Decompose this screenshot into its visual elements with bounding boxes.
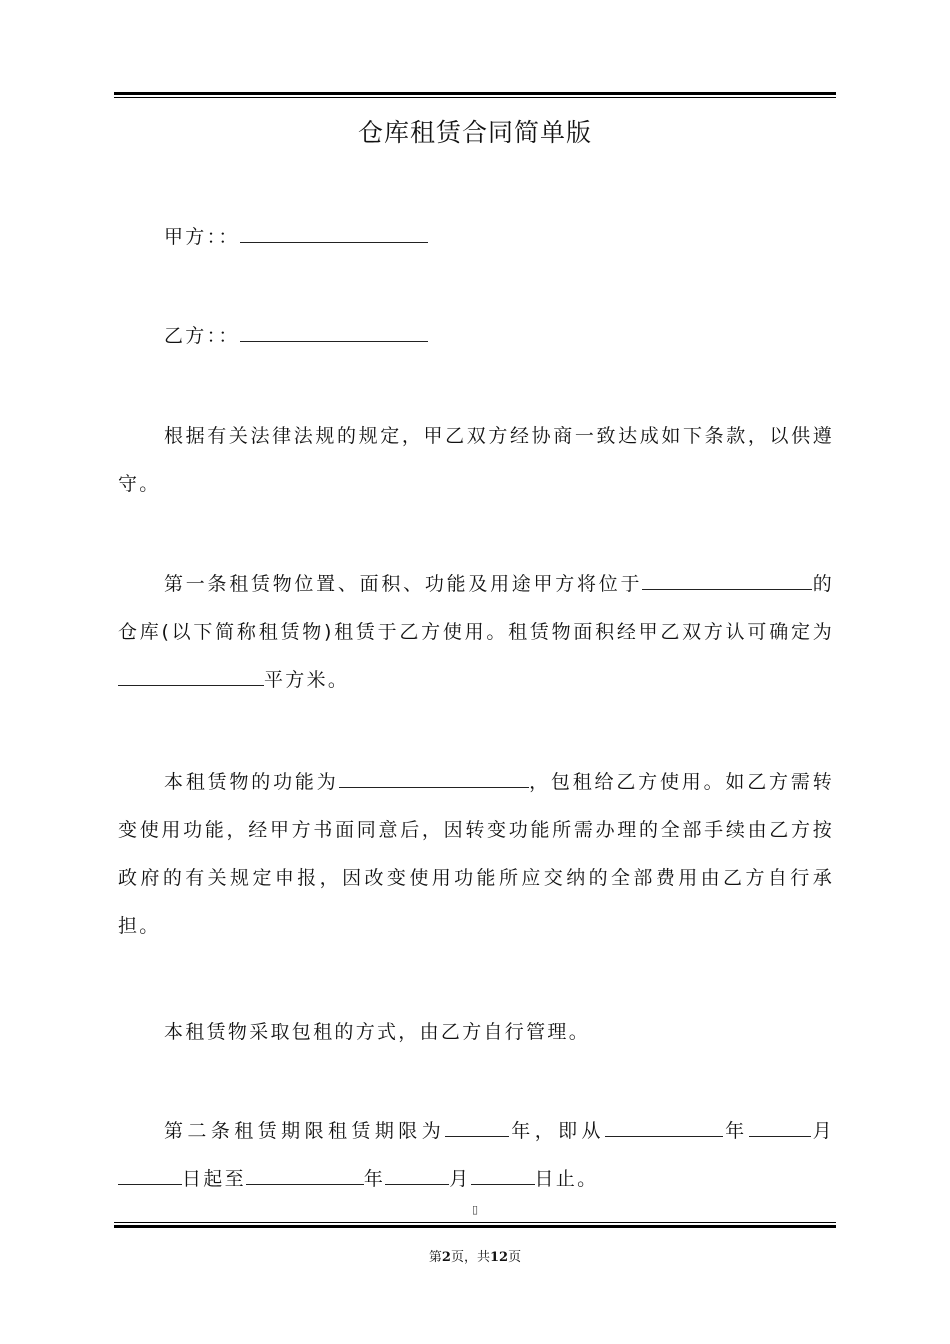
location-blank[interactable] — [642, 571, 812, 590]
clause-2-text-1: 第二条租赁期限租赁期限为 — [164, 1120, 446, 1142]
management-paragraph: 本租赁物采取包租的方式，由乙方自行管理。 — [164, 1021, 591, 1043]
page-marker-glyph: ▯ — [471, 1203, 479, 1216]
clause-1-text-a: 第一条租赁物位置、面积、功能及用途甲方将位于 — [164, 573, 643, 595]
total-pages: 12 — [489, 1250, 509, 1265]
clause-1-paragraph — [118, 560, 834, 704]
footer-rule-thin — [114, 1222, 836, 1223]
clause-2-text-7: 月 — [449, 1168, 471, 1190]
start-month-blank[interactable] — [749, 1118, 811, 1137]
start-year-blank[interactable] — [605, 1118, 723, 1137]
party-b-line — [118, 312, 834, 360]
party-a-blank[interactable] — [240, 224, 428, 243]
term-years-blank[interactable] — [445, 1118, 509, 1137]
party-a-line — [118, 213, 834, 261]
party-a-label: 甲方：： — [164, 226, 240, 248]
end-day-blank[interactable] — [471, 1166, 535, 1185]
party-b-label: 乙方：： — [164, 325, 240, 347]
current-page: 2 — [441, 1250, 451, 1265]
function-paragraph — [118, 758, 834, 950]
clause-1-text-c: 平方米。 — [264, 669, 350, 691]
page-number-prefix: 第 — [428, 1250, 442, 1265]
clause-2-text-4: 月 — [810, 1120, 834, 1142]
function-text-b: ，包租给乙方使用。如乙方需转变使用功能，经甲方书面同意后，因转变功能所需办理的全部手续由乙方按政府的有关规定申报，因改变使用功能所应交纳的全部费用由乙方自行承担。 — [118, 771, 834, 937]
clause-1-text-b: 的仓库(以下简称租赁物)租赁于乙方使用。租赁物面积经甲乙双方认可确定为 — [118, 573, 834, 643]
footer-rule-thick — [114, 1225, 836, 1228]
function-text-a: 本租赁物的功能为 — [164, 771, 339, 793]
end-month-blank[interactable] — [385, 1166, 449, 1185]
function-blank[interactable] — [339, 769, 529, 788]
clause-2-text-3: 年 — [722, 1120, 749, 1142]
page-number — [0, 1246, 950, 1265]
clause-2-paragraph — [118, 1107, 834, 1203]
clause-2-text-6: 年 — [363, 1168, 386, 1190]
document-title: 仓库租赁合同简单版 — [357, 118, 592, 147]
clause-2-text-8: 日止。 — [534, 1168, 599, 1190]
header-rule-thin — [114, 97, 836, 98]
clause-2-text-2: 年，即从 — [509, 1120, 605, 1142]
page-number-suffix: 页 — [508, 1250, 522, 1265]
clause-2-text-5: 日起至 — [182, 1168, 246, 1190]
area-blank[interactable] — [118, 667, 264, 686]
page-number-middle: 页，共 — [450, 1250, 490, 1265]
start-day-blank[interactable] — [118, 1166, 182, 1185]
end-year-blank[interactable] — [246, 1166, 364, 1185]
header-rule-thick — [114, 92, 836, 95]
party-b-blank[interactable] — [240, 323, 428, 342]
intro-paragraph: 根据有关法律法规的规定，甲乙双方经协商一致达成如下条款，以供遵守。 — [118, 425, 834, 495]
